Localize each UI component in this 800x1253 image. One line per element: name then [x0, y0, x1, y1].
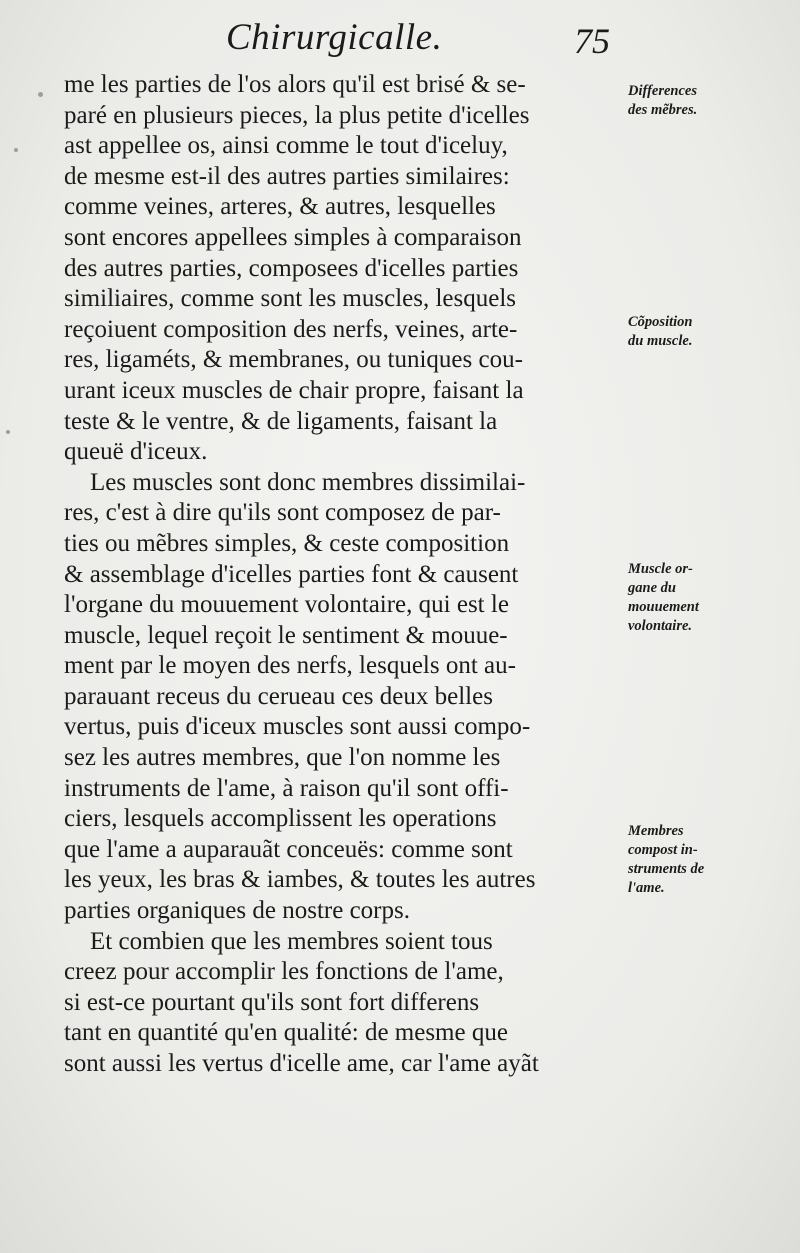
text-line: ast appellee os, ainsi comme le tout d'iceluy,: [64, 132, 508, 160]
ink-speck: [6, 430, 10, 434]
text-line: comme veines, arteres, & autres, lesquelles: [64, 193, 496, 221]
text-line: Et combien que les membres soient tous: [90, 927, 493, 955]
text-line: instruments de l'ame, à raison qu'il sont offi-: [64, 774, 509, 802]
text-line: des autres parties, composees d'icelles parties: [64, 254, 519, 282]
text-line: tant en quantité qu'en qualité: de mesme que: [64, 1019, 508, 1047]
text-line: muscle, lequel reçoit le sentiment & mouue-: [64, 621, 508, 649]
text-line: si est-ce pourtant qu'ils sont fort differens: [64, 988, 480, 1016]
text-line: urant iceux muscles de chair propre, faisant la: [64, 376, 524, 404]
text-line: res, ligaméts, & membranes, ou tuniques cou-: [64, 346, 523, 374]
text-line: parauant receus du cerueau ces deux belles: [64, 682, 493, 710]
text-line: l'organe du mouuement volontaire, qui est le: [64, 591, 509, 619]
text-line: ciers, lesquels accomplissent les operations: [64, 805, 497, 833]
text-line: que l'ame a auparauãt conceuës: comme sont: [64, 835, 513, 863]
text-line: paré en plusieurs pieces, la plus petite d'icelles: [64, 101, 530, 129]
running-title: Chirurgicalle.: [226, 17, 443, 58]
margin-note-line: Membres: [628, 823, 684, 839]
page-number: 75: [574, 21, 610, 61]
text-line: res, c'est à dire qu'ils sont composez de par-: [64, 499, 501, 527]
text-line: ties ou mẽbres simples, & ceste composition: [64, 529, 510, 557]
text-line: parties organiques de nostre corps.: [64, 897, 410, 925]
text-line: sez les autres membres, que l'on nomme les: [64, 744, 501, 772]
text-line: les yeux, les bras & iambes, & toutes les autres: [64, 866, 536, 894]
text-line: sont aussi les vertus d'icelle ame, car l'ame ayãt: [64, 1050, 539, 1077]
text-line: reçoiuent composition des nerfs, veines, arte-: [64, 315, 518, 343]
margin-note-line: Muscle or-: [628, 561, 693, 577]
text-line: & assemblage d'icelles parties font & causent: [64, 560, 519, 588]
margin-note-line: Differences: [628, 83, 697, 99]
margin-note-line: gane du: [628, 580, 676, 596]
margin-note-line: struments de: [628, 861, 705, 877]
body-text: [64, 70, 624, 1080]
margin-note-line: mouuement: [628, 599, 699, 615]
margin-note-line: compost in-: [628, 842, 698, 858]
page-header: [0, 16, 800, 64]
text-line: sont encores appellees simples à comparaison: [64, 223, 522, 251]
text-line: Les muscles sont donc membres dissimilai-: [90, 468, 526, 496]
text-line: queuë d'iceux.: [64, 438, 208, 466]
ink-speck: [14, 148, 18, 152]
text-line: vertus, puis d'iceux muscles sont aussi compo-: [64, 713, 531, 741]
margin-note-line: des mẽbres.: [628, 102, 698, 118]
text-line: creez pour accomplir les fonctions de l'ame,: [64, 958, 504, 986]
text-line: ment par le moyen des nerfs, lesquels ont au-: [64, 652, 516, 680]
text-line: de mesme est-il des autres parties similaires:: [64, 162, 510, 190]
text-line: teste & le ventre, & de ligaments, faisant la: [64, 407, 498, 435]
margin-note-line: l'ame.: [628, 880, 665, 896]
margin-note-differences: [628, 82, 778, 120]
margin-note-membres: [628, 822, 778, 898]
margin-note-composition: [628, 313, 778, 351]
text-line: me les parties de l'os alors qu'il est brisé & se-: [64, 71, 526, 98]
margin-note-line: volontaire.: [628, 618, 693, 634]
ink-speck: [38, 92, 43, 97]
text-line: similiaires, comme sont les muscles, lesquels: [64, 285, 517, 313]
margin-note-muscle-organe: [628, 560, 778, 636]
margin-note-line: du muscle.: [628, 333, 693, 349]
margin-note-line: Cõposition: [628, 314, 693, 330]
